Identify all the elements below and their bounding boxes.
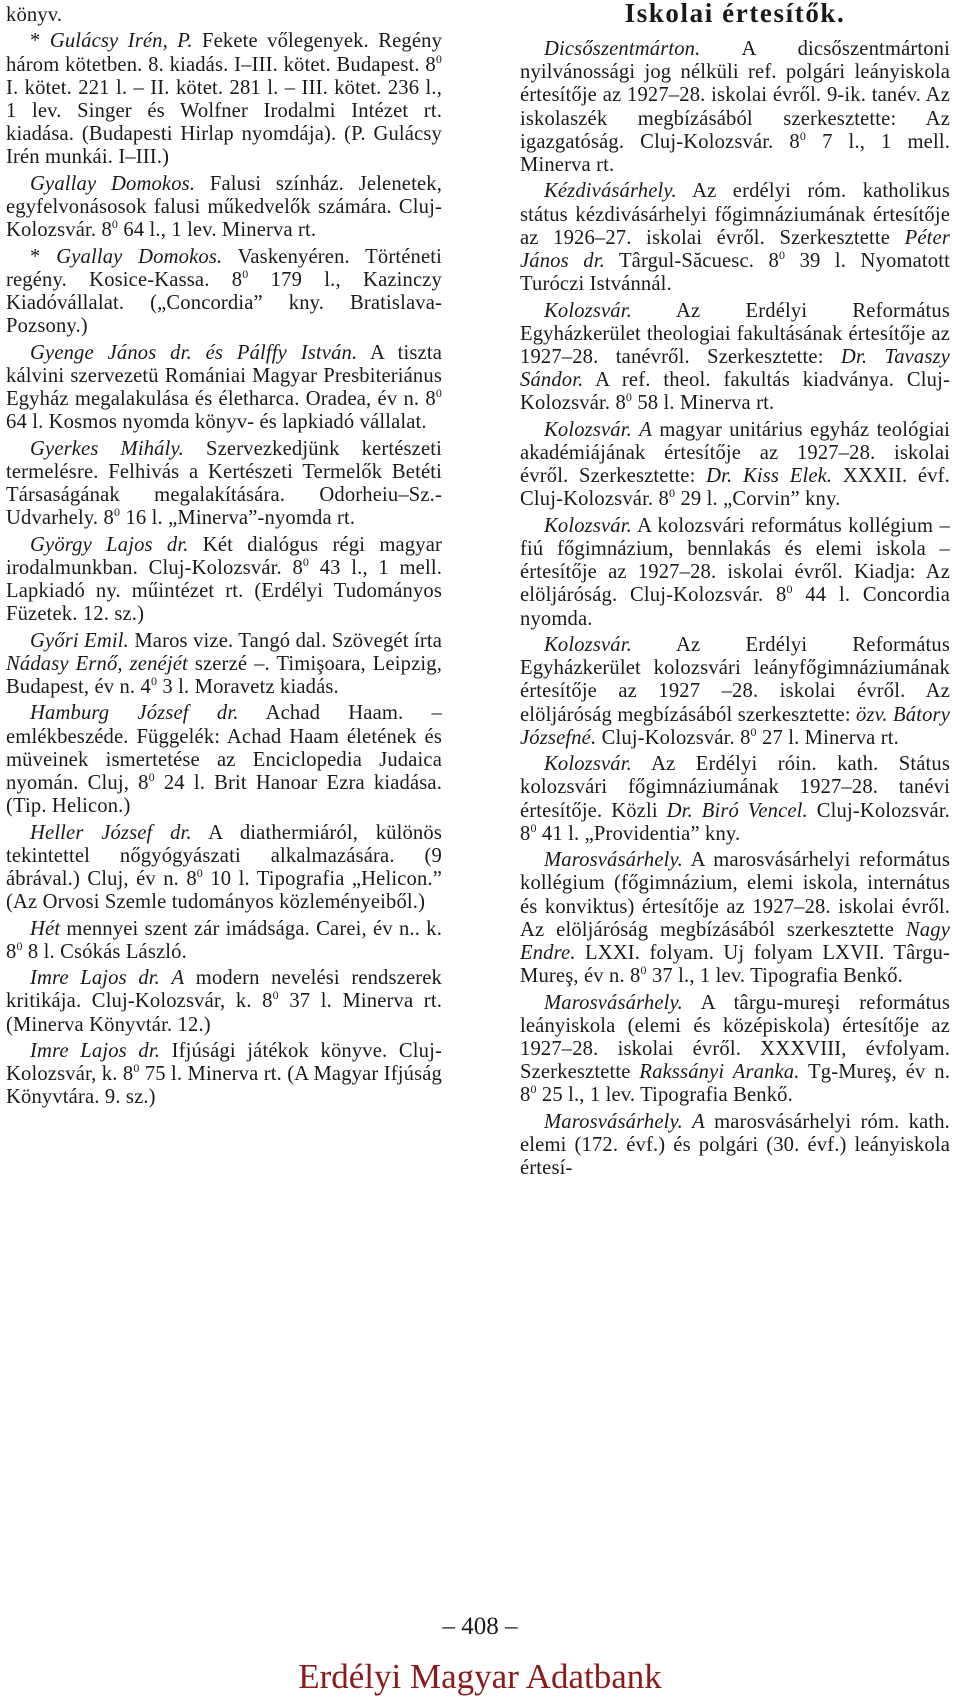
bibliography-entry bbox=[6, 246, 442, 339]
entry-italic-text: Gyenge János dr. és Pálffy István. bbox=[30, 341, 358, 364]
entry-italic-text: Marosvásárhely. bbox=[544, 991, 683, 1014]
entry-text: Tg-Mureş, év n. 8 bbox=[520, 1061, 951, 1107]
entry-text: 179 l., Kazinczy Kiadóvállalat. („Concordia” kny. Bratislava-Pozsony.) bbox=[6, 268, 442, 338]
bibliography-entry bbox=[520, 419, 950, 512]
superscript: 0 bbox=[148, 770, 155, 784]
entry-italic-text: Gyallay Domokos. bbox=[30, 172, 196, 195]
entry-text: 75 l. Minerva rt. (A Magyar Ifjúság Könyvtára. 9. sz.) bbox=[6, 1063, 442, 1109]
entry-italic-text: A bbox=[639, 418, 652, 441]
entry-text: szerzé –. Timişoara, Leipzig, Budapest, év n. 4 bbox=[6, 652, 442, 698]
entry-text bbox=[160, 967, 172, 989]
entry-text: A kolozsvári református kollégium – fiú főgimnázium, bennlakás és elemi iskola – értesítője az 1927–28. iskolai évről. Kiadja: Az elöljáróság. Cluj-Kolozsvár. 8 bbox=[520, 514, 950, 607]
entry-text: A târgu-mureşi református leányiskola (elemi és középiskola) értesítője az 1927–28. iskolai évről. XXXVIII, évfolyam. Szerkesztette bbox=[520, 991, 950, 1084]
entry-italic-text: A bbox=[692, 1110, 705, 1133]
entry-italic-text: Hét bbox=[30, 917, 61, 940]
right-column bbox=[520, 0, 951, 1184]
bibliography-entry bbox=[6, 822, 442, 915]
entry-text: 24 l. Brit Hanoar Ezra kiadása. (Tip. Helicon.) bbox=[6, 772, 442, 818]
bibliography-entry bbox=[6, 173, 442, 243]
superscript: 0 bbox=[668, 486, 676, 501]
entry-text: A dicsőszentmártoni nyilvánossági jog nélküli ref. polgári leányiskola értesítője az 1927–28. iskolai évről. 9-ik. tanév. Az iskolaszék megbízásából szerkesztette: Az igazgatóság. Cluj-Kolozsvár. 8 bbox=[520, 38, 950, 153]
entry-italic-text: Gulácsy Irén, P. bbox=[49, 30, 193, 53]
entry-italic-text: A bbox=[171, 967, 185, 990]
entry-italic-text: Gyallay Domokos. bbox=[56, 245, 223, 268]
entry-text: modern nevelési rendszerek kritikája. Cluj-Kolozsvár, k. 8 bbox=[6, 967, 442, 1013]
entry-italic-text: Imre Lajos dr. bbox=[30, 1039, 161, 1062]
entry-text: magyar unitárius egyház teológiai akadémiájának értesítője az 1927–28. iskolai évről. Szerkesztette: bbox=[520, 418, 950, 488]
entry-italic-text: Kolozsvár. bbox=[544, 418, 632, 441]
entry-text: A diathermiáról, különös tekintettel nőgyógyászati alkalmazására. (9 ábrával.) Cluj, év n. 8 bbox=[6, 821, 442, 890]
entry-text: könyv. bbox=[6, 4, 63, 26]
entry-text: Vaskenyéren. Történeti regény. Kosice-Kassa. 8 bbox=[6, 245, 442, 291]
entry-text: 25 l., 1 lev. Tipografia Benkő. bbox=[536, 1084, 793, 1107]
entry-text: Két dialógus régi magyar irodalmunkban. Cluj-Kolozsvár. 8 bbox=[6, 533, 442, 579]
superscript: 0 bbox=[625, 390, 633, 405]
entry-italic-text: Nagy Endre. bbox=[520, 918, 950, 965]
entry-text: * bbox=[30, 245, 57, 268]
entry-text: Az erdélyi róm. katholikus státus kézdivásárhelyi főgimnáziumának értesítője az 1926–27. iskolai évről. Szerkesztette bbox=[520, 180, 950, 249]
superscript: 0 bbox=[778, 248, 786, 263]
entry-italic-text: Nádasy Ernő, zenéjét bbox=[6, 652, 188, 675]
superscript: 0 bbox=[196, 866, 203, 880]
entry-text: Fekete vőlegenyek. Regény három kötetben. 8. kiadás. I–III. kötet. Budapest. 8 bbox=[6, 30, 443, 76]
entry-text: 64 l., 1 lev. Minerva rt. bbox=[118, 219, 317, 242]
bibliography-entry bbox=[6, 702, 442, 818]
bibliography-entry bbox=[6, 30, 442, 169]
entry-text: 10 l. Tipografia „Helicon.” (Az Orvosi Szemle tudományos közleményeiből.) bbox=[6, 868, 442, 914]
entry-italic-text: Heller József dr. bbox=[30, 821, 192, 844]
entry-text: Târgul-Săcuesc. 8 bbox=[604, 250, 779, 273]
left-column bbox=[6, 4, 442, 1113]
entry-text: Cluj-Kolozsvár. 8 bbox=[520, 799, 950, 845]
superscript: 0 bbox=[302, 554, 310, 569]
page-number: – 408 – bbox=[442, 1613, 518, 1640]
entry-text: 3 l. Moravetz kiadás. bbox=[157, 676, 339, 698]
entry-italic-text: Kolozsvár. bbox=[544, 299, 632, 322]
entry-italic-text: Imre Lajos dr. bbox=[30, 967, 160, 990]
entry-text: 58 l. Minerva rt. bbox=[632, 392, 775, 415]
superscript: 0 bbox=[150, 674, 158, 688]
entry-text: mennyei szent zár imádsága. Carei, év n.. k. 8 bbox=[6, 917, 442, 963]
superscript: 0 bbox=[786, 582, 793, 597]
entry-italic-text: Dicsőszentmárton. bbox=[544, 38, 701, 60]
bibliography-entry bbox=[520, 1111, 950, 1181]
bibliography-entry bbox=[520, 300, 950, 416]
entry-text: 27 l. Minerva rt. bbox=[756, 726, 899, 749]
entry-text: A ref. theol. fakultás kiadványa. Cluj-Kolozsvár. 8 bbox=[520, 369, 950, 415]
bibliography-entry bbox=[6, 342, 442, 435]
bibliography-entry bbox=[6, 967, 442, 1037]
entry-text: 44 l. Concordia nyomda. bbox=[520, 584, 951, 630]
bibliography-entry bbox=[520, 849, 950, 988]
entry-italic-text: Kézdivásárhely. bbox=[544, 180, 677, 203]
bibliography-entry bbox=[520, 753, 950, 846]
footer-brand: Erdélyi Magyar Adatbank bbox=[298, 1657, 662, 1696]
entry-text: I. kötet. 221 l. – II. kötet. 281 l. – III. kötet. 236 l., 1 lev. Singer és Wolfner Irodalmi Intézet rt. kiadása. (Budapesti Hirlap nyomdája). (P. Gulácsy Irén munkái. I–III.) bbox=[6, 76, 442, 169]
entry-text: Szervezkedjünk kertészeti termelésre. Felhivás a Kertészeti Termelők Betéti Társaságának megalakítására. Odorheiu–Sz.-Udvarhely. 8 bbox=[6, 437, 442, 530]
entry-text: * bbox=[30, 30, 50, 53]
entry-italic-text: Dr. Kiss Elek. bbox=[706, 465, 833, 488]
entry-text: Az Erdélyi Református Egyházkerület kolozsvári leányfőgimnáziumának értesítője az 1927 –28. iskolai évről. Az elöljáróság megbízásából szerkesztette: bbox=[520, 634, 950, 726]
entry-text: Maros vize. Tangó dal. Szövegét írta bbox=[128, 629, 442, 652]
entry-italic-text: Kolozsvár. bbox=[544, 634, 632, 657]
entry-text: 16 l. „Minerva”-nyomda rt. bbox=[120, 507, 356, 530]
entry-text: XXXII. évf. Cluj-Kolozsvár. 8 bbox=[520, 465, 950, 511]
entry-text: 37 l., 1 lev. Tipografia Benkő. bbox=[646, 965, 903, 988]
superscript: 0 bbox=[750, 724, 757, 739]
entry-italic-text: Kolozsvár. bbox=[544, 753, 632, 776]
superscript: 0 bbox=[272, 988, 279, 1003]
bibliography-entry bbox=[6, 1040, 442, 1110]
entry-text: 64 l. Kosmos nyomda könyv- és lapkiadó vállalat. bbox=[6, 411, 427, 434]
entry-italic-text: Gyerkes Mihály. bbox=[30, 437, 184, 460]
superscript: 0 bbox=[435, 386, 442, 400]
superscript: 0 bbox=[530, 1082, 537, 1097]
entry-text: 37 l. Minerva rt. (Minerva Könyvtár. 12.) bbox=[6, 990, 442, 1036]
entry-text: 39 l. Nyomatott Turóczi Istvánnál. bbox=[520, 250, 950, 296]
entry-italic-text: Péter János dr. bbox=[520, 226, 950, 273]
bibliography-entry bbox=[6, 918, 442, 964]
entry-text: marosvásárhelyi róm. kath. elemi (172. évf.) és polgári (30. évf.) leányiskola értesí- bbox=[520, 1110, 950, 1180]
entry-text: Az Erdélyi róin. kath. Státus kolozsvári főgimnáziumának 1927–28. tanévi értesítője. Közli bbox=[520, 753, 950, 822]
bibliography-entry bbox=[6, 630, 442, 700]
entry-text: A marosvásárhelyi református kollégium (főgimnázium, elemi iskola, internátus és konviktus) értesítője az 1927–28. iskolai évről. Az elöljáróság megbízásából szerkesztette bbox=[520, 849, 950, 941]
entry-text: Cluj-Kolozsvár. 8 bbox=[596, 726, 751, 749]
entry-text: LXXI. folyam. Uj folyam LXVII. Târgu-Mureş, év n. 8 bbox=[520, 942, 950, 988]
superscript: 0 bbox=[113, 505, 121, 520]
entry-text: Achad Haam. – emlékbeszéde. Függelék: Achad Haam életének és müveinek ismertetése az Enciclopedia Judaica nyomán. Cluj, 8 bbox=[6, 702, 442, 794]
section-heading: Iskolai értesítők. bbox=[624, 0, 846, 28]
entry-text: 43 l., 1 mell. Lapkiadó ny. műintézet rt. (Erdélyi Tudományos Füzetek. 12. sz.) bbox=[6, 556, 442, 626]
entry-italic-text: Dr. Tavaszy Sándor. bbox=[520, 346, 950, 392]
entry-italic-text: Marosvásárhely. bbox=[544, 849, 683, 872]
entry-italic-text: Rakssányi Aranka. bbox=[639, 1061, 800, 1084]
bibliography-entry bbox=[520, 180, 950, 296]
superscript: 0 bbox=[242, 266, 249, 281]
bibliography-entry bbox=[6, 4, 442, 27]
entry-italic-text: Kolozsvár. bbox=[544, 514, 632, 537]
entry-text: 41 l. „Providentia” kny. bbox=[536, 822, 741, 845]
superscript: 0 bbox=[435, 51, 442, 66]
entry-italic-text: Győri Emil. bbox=[30, 629, 129, 652]
superscript: 0 bbox=[111, 217, 119, 232]
superscript: 0 bbox=[799, 128, 807, 143]
entry-italic-text: Hamburg József dr. bbox=[30, 702, 239, 725]
entry-text: Az Erdélyi Református Egyházkerület theologiai fakultásának értesítője az 1927–28. tanévről. Szerkesztette: bbox=[520, 299, 950, 369]
entry-text: Ifjúsági játékok könyve. Cluj-Kolozsvár, k. 8 bbox=[6, 1039, 442, 1086]
entry-text bbox=[683, 1111, 692, 1133]
entry-text: Falusi színház. Jelenetek, egyfelvonásosok falusi műkedvelők számára. Cluj-Kolozsvár. 8 bbox=[6, 172, 442, 242]
bibliography-entry bbox=[520, 992, 950, 1108]
bibliography-entry bbox=[6, 438, 442, 531]
entry-text: A tiszta kálvini szervezetü Romániai Magyar Presbiteriánus Egyház megalakulása és életharca. Oradea, év n. 8 bbox=[6, 341, 442, 410]
bibliography-entry bbox=[6, 534, 442, 627]
superscript: 0 bbox=[640, 963, 647, 978]
entry-italic-text: Dr. Biró Vencel. bbox=[666, 799, 808, 822]
superscript: 0 bbox=[16, 938, 23, 953]
entry-text: 7 l., 1 mell. Minerva rt. bbox=[520, 130, 950, 177]
entry-text: 29 l. „Corvin” kny. bbox=[675, 488, 841, 511]
superscript: 0 bbox=[133, 1061, 140, 1076]
bibliography-entry bbox=[520, 38, 950, 177]
entry-italic-text: özv. Bátory Józsefné. bbox=[520, 703, 951, 749]
superscript: 0 bbox=[530, 820, 537, 835]
entry-italic-text: György Lajos dr. bbox=[30, 533, 189, 556]
entry-text: 8 l. Csókás László. bbox=[22, 940, 187, 963]
entry-italic-text: Marosvásárhely. bbox=[544, 1110, 683, 1133]
bibliography-entry bbox=[520, 634, 950, 750]
bibliography-entry bbox=[520, 515, 950, 631]
